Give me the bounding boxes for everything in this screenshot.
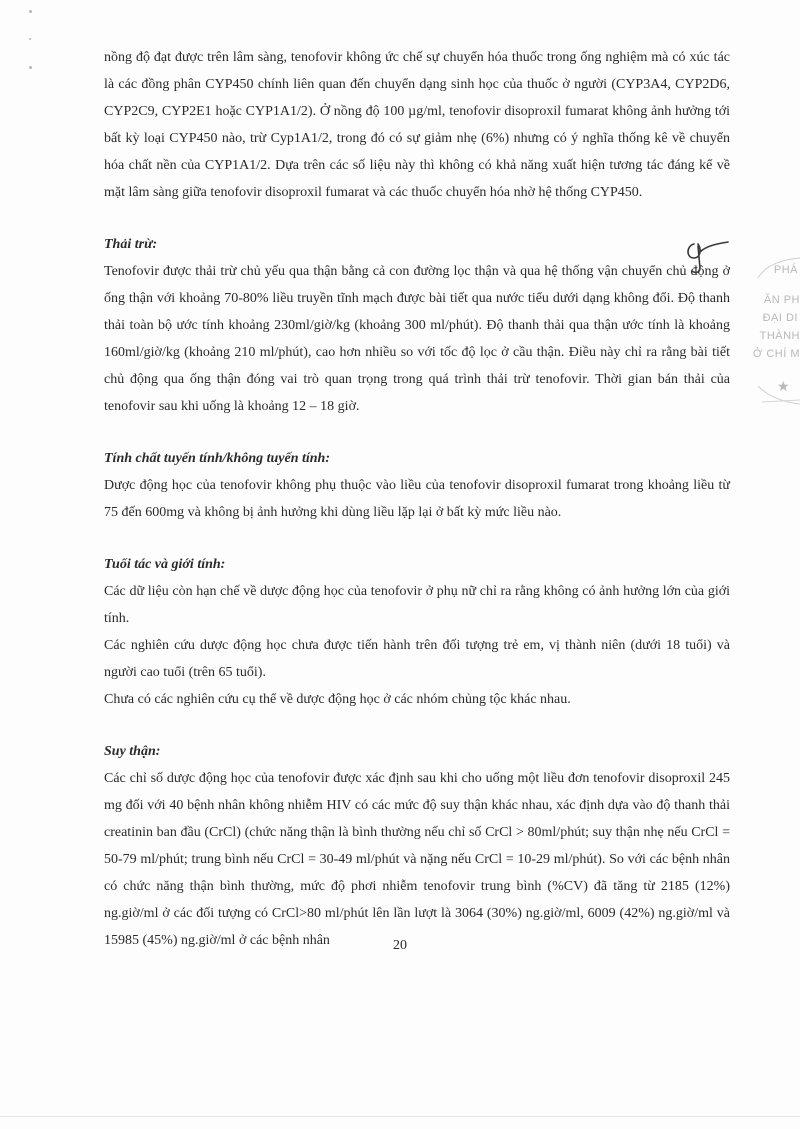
stamp-text: THÀNH xyxy=(759,330,800,342)
section-heading: Tuổi tác và giới tính: xyxy=(104,557,226,572)
section-paragraph: Tenofovir được thải trừ chủ yếu qua thận bằng cả con đường lọc thận và qua hệ thống vận chuyển chủ động ở ống thận với khoảng 70-80% liều truyền tĩnh mạch được bài tiết qua nước tiểu dưới dạng không đổi. Độ thanh thải toàn bộ ước tính khoảng 230ml/giờ/kg (khoảng 300 ml/phút). Độ thanh thải qua thận ước tính là khoảng 160ml/giờ/kg (khoảng 210 ml/phút), cao hơn nhiều so với tốc độ lọc ở cầu thận. Điều này chỉ ra rằng bài tiết chủ động qua ống thận đóng vai trò quan trọng trong quá trình thải trừ tenofovir. Thời gian bán thải của tenofovir sau khi uống là khoảng 12 – 18 giờ. xyxy=(104,264,730,414)
section-linearity xyxy=(104,445,730,526)
section-heading: Thải trừ: xyxy=(104,237,158,252)
intro-paragraph: nồng độ đạt được trên lâm sàng, tenofovir không ức chế sự chuyển hóa thuốc trong ống nghiệm mà có xúc tác là các đồng phân CYP450 chính liên quan đến chuyển dạng sinh học của thuốc ở người (CYP3A4, CYP2D6, CYP2C9, CYP2E1 hoặc CYP1A1/2). Ở nồng độ 100 µg/ml, tenofovir disoproxil fumarat không ảnh hưởng tới bất kỳ loại CYP450 nào, trừ Cyp1A1/2, trong đó có sự giảm nhẹ (6%) nhưng có ý nghĩa thống kê về chuyển hóa chất nền của CYP1A1/2. Dựa trên các số liệu này thì không có khả năng xuất hiện tương tác đáng kể về mặt lâm sàng giữa tenofovir disoproxil fumarat và các thuốc chuyển hóa nhờ hệ thống CYP450. xyxy=(104,50,730,200)
stamp-text: PHÁ xyxy=(773,264,798,276)
page-number: 20 xyxy=(393,938,407,953)
star-icon: ★ xyxy=(776,378,790,394)
section-age-gender xyxy=(104,551,730,713)
stamp-text: ĂN PH xyxy=(763,294,800,306)
official-stamp xyxy=(746,254,800,414)
section-paragraph: Các dữ liệu còn hạn chế về dược động học của tenofovir ở phụ nữ chỉ ra rằng không có ảnh hưởng lớn của giới tính. xyxy=(104,584,730,626)
section-heading: Tính chất tuyến tính/không tuyến tính: xyxy=(104,451,331,466)
section-paragraph: Các nghiên cứu dược động học chưa được tiến hành trên đối tượng trẻ em, vị thành niên (dưới 18 tuổi) và người cao tuổi (trên 65 tuổi). xyxy=(104,638,730,680)
scan-speck xyxy=(29,66,32,69)
stamp-text: Ở CHÍ M xyxy=(752,348,800,360)
scan-speck xyxy=(29,10,32,13)
page-body xyxy=(104,44,730,954)
scan-speck xyxy=(29,38,31,40)
section-paragraph: Các chỉ số dược động học của tenofovir được xác định sau khi cho uống một liều đơn tenofovir disoproxil 245 mg đối với 40 bệnh nhân không nhiễm HIV có các mức độ suy thận khác nhau, xác định dựa vào độ thanh thải creatinin ban đầu (CrCl) (chức năng thận là bình thường nếu chỉ số CrCl > 80ml/phút; suy thận nhẹ nếu CrCl = 50-79 ml/phút; trung bình nếu CrCl = 30-49 ml/phút và nặng nếu CrCl = 10-29 ml/phút). So với các bệnh nhân có chức năng thận bình thường, mức độ phơi nhiễm tenofovir trung bình (%CV) đã tăng từ 2185 (12%) ng.giờ/ml ở các đối tượng có CrCl>80 ml/phút lên lần lượt là 3064 (30%) ng.giờ/ml, 6009 (42%) ng.giờ/ml và 15985 (45%) ng.giờ/ml ở các bệnh nhân xyxy=(104,771,730,948)
handwritten-signature xyxy=(676,234,732,276)
page-bottom-edge xyxy=(0,1116,800,1117)
section-heading: Suy thận: xyxy=(104,744,161,759)
section-paragraph: Chưa có các nghiên cứu cụ thể về dược động học ở các nhóm chủng tộc khác nhau. xyxy=(104,692,571,707)
section-elimination xyxy=(104,231,730,420)
stamp-text: ĐẠI DI xyxy=(762,312,798,324)
section-paragraph: Dược động học của tenofovir không phụ thuộc vào liều của tenofovir disoproxil fumarat trong khoảng liều từ 75 đến 600mg và không bị ảnh hưởng khi dùng liều lặp lại ở bất kỳ mức liều nào. xyxy=(104,478,730,520)
section-renal-impairment xyxy=(104,738,730,954)
